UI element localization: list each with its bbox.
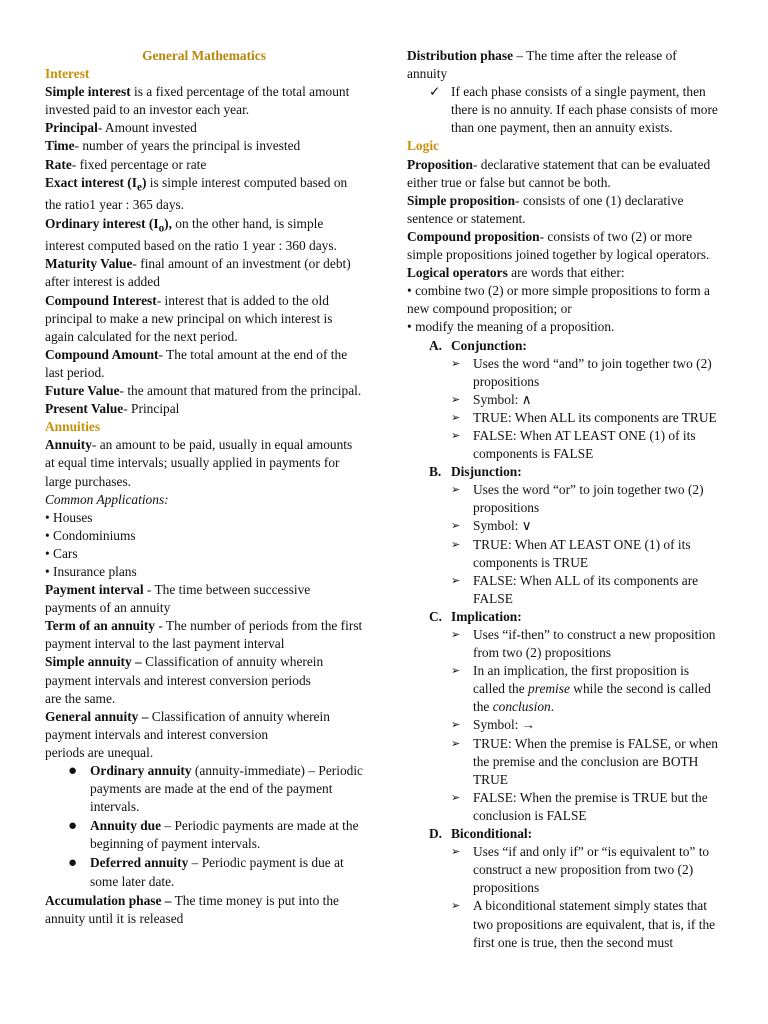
left-column: [45, 47, 363, 928]
logical-operators-def: Logical operators are words that either:: [407, 265, 625, 281]
annuity-types-list: [45, 762, 363, 891]
list-item: ➢ Uses the word “and” to join together two (2) propositions: [451, 355, 712, 389]
list-item: ● Deferred annuity – Periodic payment is due at some later date.: [68, 855, 344, 889]
simple-proposition-def: Simple proposition- consists of one (1) declarative sentence or statement.: [407, 192, 684, 226]
arrow-bullet-icon: ➢: [451, 357, 461, 370]
list-item: ● Ordinary annuity (annuity-immediate) – Periodic payments are made at the end of the payment intervals.: [68, 763, 364, 815]
disjunction-title: Disjunction:: [451, 464, 522, 480]
arrow-bullet-icon: ➢: [451, 665, 461, 678]
list-item: ➢ Uses the word “or” to join together two (2) propositions: [451, 482, 704, 516]
conjunction-item: A. Conjunction: ➢ Uses the word “and” to join together two (2) propositions ➢ Symbol: ∧ ➢ TRUE: When ALL its components are TRUE ➢ FALSE: When AT LEAST ONE (1) of its components is FALSE: [451, 337, 719, 464]
ops-line-combine: • combine two (2) or more simple propositions to form a new compound proposition; or: [407, 283, 710, 317]
maturity-value-def: Maturity Value- final amount of an investment (or debt) after interest is added: [45, 256, 351, 290]
list-item: ➢ Uses “if and only if” or “is equivalent to” to construct a new proposition from two (2) propositions: [451, 844, 710, 896]
right-column: [407, 47, 719, 952]
principal-def: Principal- Amount invested: [45, 120, 197, 136]
list-item: ➢ FALSE: When ALL of its components are FALSE: [451, 572, 699, 606]
ordinary-interest-def: Ordinary interest $(I_o)$, on the other hand, is simple interest computed based on the ratio 1 year : 360 days.: [45, 215, 337, 254]
arrow-bullet-icon: ➢: [451, 574, 461, 587]
list-item: ➢ Symbol: ∨: [473, 517, 719, 535]
list-item: ➢ Symbol: ∧: [473, 391, 719, 409]
list-item: ● Annuity due – Periodic payments are made at the beginning of payment intervals.: [68, 818, 359, 852]
document-title: General Mathematics: [142, 48, 266, 63]
simple-annuity-def: Simple annuity – Classification of annuity wherein payment intervals and interest conversion periods are the same.: [45, 654, 324, 706]
annuity-def: Annuity- an amount to be paid, usually in equal amounts at equal time intervals; usually applied in payments for large purchases.: [45, 437, 353, 489]
list-item: ✓ If each phase consists of a single payment, then there is no annuity. If each phase consists of more than one payment, then an annuity exists.: [429, 84, 718, 136]
list-item: • Insurance plans: [45, 563, 363, 581]
arrow-bullet-icon: ➢: [451, 846, 461, 859]
general-annuity-def: General annuity – Classification of annuity wherein payment intervals and interest conversion periods are unequal.: [45, 708, 330, 760]
common-applications-label: Common Applications:: [45, 491, 169, 507]
disjunction-item: B. Disjunction: ➢ Uses the word “or” to join together two (2) propositions ➢ Symbol: ∨ ➢ TRUE: When AT LEAST ONE (1) of its components is TRUE ➢ FALSE: When ALL of its components are FALSE: [451, 463, 719, 608]
operators-list: [407, 337, 719, 952]
check-icon: ✓: [429, 84, 441, 100]
bullet-dot-icon: ●: [68, 855, 78, 872]
applications-list: [45, 509, 363, 581]
bullet-icon: •: [407, 283, 412, 299]
arrow-bullet-icon: ➢: [451, 393, 461, 406]
compound-amount-def: Compound Amount- The total amount at the end of the last period.: [45, 346, 348, 380]
biconditional-item: D. Biconditional: ➢ Uses “if and only if” or “is equivalent to” to construct a new proposition from two (2) propositions ➢ A biconditional statement simply states that two propositions are equivalent, that is, if the first one is true, then the second must: [451, 825, 719, 952]
biconditional-title: Biconditional:: [451, 826, 533, 842]
logic-heading: Logic: [407, 138, 439, 154]
list-item: • Condominiums: [45, 527, 363, 545]
ops-line-modify: • modify the meaning of a proposition.: [407, 319, 615, 335]
list-item: ➢ FALSE: When AT LEAST ONE (1) of its components is FALSE: [451, 427, 696, 462]
proposition-def: Proposition- declarative statement that can be evaluated either true or false but cannot be both.: [407, 156, 711, 190]
rate-def: Rate- fixed percentage or rate: [45, 156, 207, 172]
bullet-icon: •: [407, 319, 412, 335]
future-value-def: Future Value- the amount that matured from the principal.: [45, 383, 362, 399]
conjunction-title: Conjunction:: [451, 337, 527, 353]
simple-interest-def: Simple interest is a fixed percentage of the total amount invested paid to an investor each year.: [45, 84, 350, 118]
arrow-bullet-icon: ➢: [451, 900, 461, 913]
arrow-bullet-icon: ➢: [451, 411, 461, 424]
annuities-heading: Annuities: [45, 419, 101, 435]
list-item: • Houses: [45, 509, 363, 527]
accumulation-phase-def: Accumulation phase – The time money is put into the annuity until it is released: [45, 892, 339, 926]
implication-title: Implication:: [451, 608, 522, 624]
arrow-bullet-icon: ➢: [451, 629, 461, 641]
arrow-bullet-icon: ➢: [451, 791, 461, 804]
list-item: ➢ In an implication, the first proposition is called the premise while the second is called the conclusion.: [451, 663, 711, 715]
bullet-dot-icon: ●: [68, 818, 78, 835]
arrow-bullet-icon: ➢: [451, 719, 461, 732]
compound-interest-def: Compound Interest- interest that is added to the old principal to make a new principal on which interest is again calculated for the next period.: [45, 292, 333, 344]
compound-proposition-def: Compound proposition- consists of two (2) or more simple propositions joined together by logical operators.: [407, 228, 710, 263]
arrow-bullet-icon: ➢: [451, 484, 461, 497]
implication-item: C. Implication: ➢ Uses “if-then” to construct a new proposition from two (2) propositions ➢ In an implication, the first proposition is called the premise while the second is called the conclusion. ➢ Symbol: → ➢ TRUE: When the premise is FALSE, or when the premise and the conclusion are BOTH TRUE ➢ FALSE: When the premise is TRUE but the conclusion is FALSE: [451, 608, 719, 825]
present-value-def: Present Value- Principal: [45, 401, 180, 417]
list-item: ➢ A biconditional statement simply states that two propositions are equivalent, that is, if the first one is true, then the second must: [451, 898, 716, 950]
list-item: ➢ TRUE: When the premise is FALSE, or when the premise and the conclusion are BOTH TRUE: [451, 735, 718, 787]
arrow-bullet-icon: ➢: [451, 737, 461, 750]
arrow-bullet-icon: ➢: [451, 520, 461, 533]
list-item: ➢ Symbol: →: [473, 716, 719, 734]
bullet-dot-icon: ●: [68, 763, 78, 779]
list-item: ➢ TRUE: When ALL its components are TRUE: [473, 409, 719, 427]
list-item: ➢ TRUE: When AT LEAST ONE (1) of its components is TRUE: [451, 536, 691, 570]
arrow-bullet-icon: ➢: [451, 429, 461, 442]
arrow-bullet-icon: ➢: [451, 538, 461, 551]
list-item: ➢ Uses “if-then” to construct a new proposition from two (2) propositions: [451, 627, 716, 661]
time-def: Time- number of years the principal is invested: [45, 138, 301, 154]
distribution-check-list: [407, 83, 719, 137]
interest-heading: Interest: [45, 66, 90, 82]
list-item: • Cars: [45, 545, 363, 563]
payment-interval-def: Payment interval - The time between successive payments of an annuity: [45, 582, 311, 616]
list-item: ➢ FALSE: When the premise is TRUE but the conclusion is FALSE: [451, 789, 708, 823]
exact-interest-def: Exact interest $(I_e)$ is simple interest computed based on the ratio1 year : 365 days.: [45, 174, 348, 213]
distribution-phase-def: Distribution phase – The time after the release of annuity: [407, 48, 677, 82]
term-of-annuity-def: Term of an annuity - The number of periods from the first payment interval to the last payment interval: [45, 618, 363, 652]
